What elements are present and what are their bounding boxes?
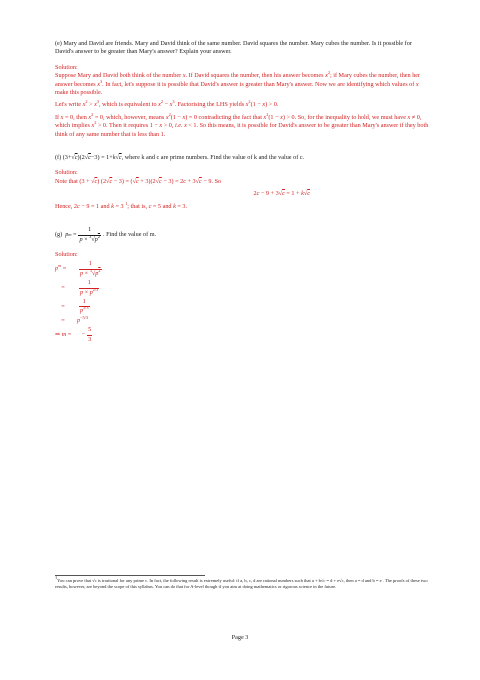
solution-e (55, 64, 430, 139)
page-content (55, 40, 430, 344)
solution-g-step-3: = $\frac{1}{p^{5/3}}$ (55, 297, 89, 315)
solution-g-step-2: = $\frac{1}{p \times p^{2/3}}$ (55, 279, 99, 296)
question-g: (g) p m = $\frac{1}{p \times ^3√p^2}$ . Find the value of m. (55, 226, 157, 243)
question-e: (e) Mary and David are friends. Mary and David think of the same number. David squares the number. Mary cubes the number. Is it possible for David's answer to be greater than Mary's answer? Explain your answer. (55, 40, 412, 56)
solution-e-para-2: Let's write $x^2 > x^3$, which is equivalent to $x^2 - x^3$. Factorising the LHS yields $x^2(1 - x) > 0$. (55, 99, 279, 109)
solution-g-step-1: $p^m$ = $\frac{1}{p \times ^3√p^2}$ (55, 260, 101, 277)
solution-f-heading: Solution: (55, 169, 78, 177)
solution-g-answer: ⇒ m = − $\frac{5}{3}$ (55, 326, 92, 343)
question-f: (f) (3+√c)(2√c−3) = 1+k√c, where k and c are prime numbers. Find the value of k and the value of c. (55, 154, 305, 162)
solution-g-step-4: = $p^{-5/3}$ (55, 314, 89, 324)
footnote-mark: 1 (55, 575, 58, 580)
footnote-text: You can prove that √c is irrational for any prime c. In fact, the following result is extremely useful: if a, b, c, d are rational numbers such that a + b√c = d + e√c, then a = d and b = e . The proofs of these two results, however, are beyond the scope of this syllabus. You can do that for A-level though if you aim at doing mathematics or rigorous science in the future. (55, 578, 428, 589)
solution-e-heading: Solution: (55, 63, 78, 71)
solution-f (55, 169, 430, 211)
solution-e-para-1: Suppose Mary and David both think of the number x. If David squares the number, then his answer becomes $x^2$; if Mary cubes the number, then her answer becomes $x^3$. In fact, let's suppose it is possible that David's answer is greater than Mary's answer. Now we are identifying which values of x make this possible. (55, 70, 421, 97)
solution-g (55, 251, 430, 344)
footnote (55, 575, 430, 590)
solution-g-heading: Solution: (55, 250, 78, 258)
page-number: Page 3 (231, 634, 249, 641)
solution-f-note: Note that (3 + √c) (2√c − 3) = (√c + 3)(2√c − 3) = 2c + 3√c − 9. So (55, 177, 222, 185)
solution-f-conclusion: Hence, 2c − 9 = 1 and k = 3 $^1$; that is, c = 5 and k = 3. (55, 200, 188, 210)
solution-e-para-3: If x = 0, then $x^2 = 0$, which, however, means $x^2(1 - x) = 0$ contradicting the fact that $x^2(1 - x) > 0$. So, for the inequality to hold, we must have x ≠ 0, which implies $x^2 > 0$. Then it requires 1 − x > 0, i.e. x < 1. So this means, it is possible for David's answer to be greater than Mary's answer if they both think of any same number that is less than 1. (55, 111, 429, 138)
footnote-rule (55, 575, 205, 576)
solution-f-equation: 2c − 9 + 3√c = 1 + k√c (253, 190, 310, 198)
